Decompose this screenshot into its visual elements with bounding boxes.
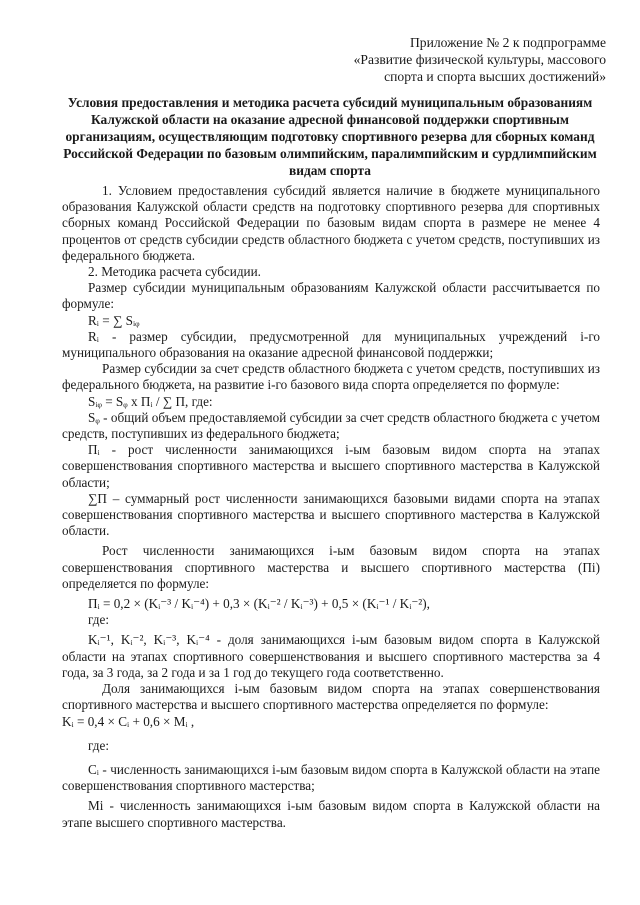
paragraph-c-definition: Cᵢ - численность занимающихся i-ым базовым видом спорта в Калужской области на этапе совершенствования спортивного мастерства; xyxy=(62,761,600,794)
appendix-line-1: Приложение № 2 к подпрограмме xyxy=(409,35,606,50)
appendix-header xyxy=(306,34,606,85)
paragraph-m-definition: Mi - численность занимающихся i-ым базовым видом спорта в Калужской области на этапе высшего спортивного мастерства. xyxy=(62,798,600,830)
paragraph-p-definition: Пᵢ - рост численности занимающихся i-ым базовым видом спорта на этапах совершенствования спортивного мастерства и высшего спортивного мастерства в Калужской области; xyxy=(62,442,600,490)
label-where-2: где: xyxy=(88,737,109,753)
paragraph-formula-intro: Размер субсидии муниципальным образованиям Калужской области рассчитывается по формуле: xyxy=(62,280,600,312)
paragraph-s-definition: Sᵩ - общий объем предоставляемой субсидии за счет средств областного бюджета с учетом средств, поступивших из федерального бюджета; xyxy=(62,409,600,442)
formula-s: Sᵢᵩ = Sᵩ x Пᵢ / ∑ П, где: xyxy=(88,393,213,409)
formula-k: Kᵢ = 0,4 × Cᵢ + 0,6 × Mᵢ , xyxy=(62,713,195,729)
label-where-1: где: xyxy=(88,612,109,628)
paragraph-growth-intro: Рост численности занимающихся i-ым базовым видом спорта на этапах совершенствования спортивного мастерства и высшего спортивного мастерства (Пi) определяется по формуле: xyxy=(62,543,600,591)
paragraph-subsidy-size: Размер субсидии за счет средств областного бюджета с учетом средств, поступивших из федерального бюджета, на развитие i-го базового вида спорта определяется по формуле: xyxy=(62,361,600,393)
paragraph-r-definition: Rᵢ - размер субсидии, предусмотренной для муниципальных учреждений i-го муниципального образования на оказание адресной финансовой поддержки; xyxy=(62,328,600,361)
formula-p: Пᵢ = 0,2 × (Kᵢ⁻³ / Kᵢ⁻⁴) + 0,3 × (Kᵢ⁻² / Kᵢ⁻³) + 0,5 × (Kᵢ⁻¹ / Kᵢ⁻²), xyxy=(88,596,430,612)
document-title: Условия предоставления и методика расчета субсидий муниципальным образованиям Калужской области на оказание адресной финансовой поддержки спортивным организациям, осуществляющим подготовку спортивного резерва для сборных команд Российской Федерации по базовым олимпийским, паралимпийским и сурдлимпийским видам спорта xyxy=(63,95,597,178)
appendix-line-2: «Развитие физической культуры, массового xyxy=(353,52,606,67)
paragraph-share-intro: Доля занимающихся i-ым базовым видом спорта на этапах совершенствования спортивного мастерства и высшего спортивного мастерства определяется по формуле: xyxy=(62,681,600,713)
paragraph-k-definition: Kᵢ⁻¹, Kᵢ⁻², Kᵢ⁻³, Kᵢ⁻⁴ - доля занимающихся i-ым базовым видом спорта в Калужской области на этапах спортивного совершенствования и высшего спортивного мастерства за 4 года, за 3 года, за 2 года и за 1 год до текущего года соответственно. xyxy=(62,632,600,680)
formula-r: Rᵢ = ∑ Sᵢᵩ xyxy=(88,312,140,328)
document-body xyxy=(62,183,600,831)
paragraph-method-heading: 2. Методика расчета субсидии. xyxy=(88,264,261,280)
paragraph-condition: 1. Условием предоставления субсидий является наличие в бюджете муниципального образования Калужской области средств на подготовку спортивного резерва для спортивных сборных команд Российской Федерации по базовым видам спорта в размере не менее 4 процентов от средств субсидии средств областного бюджета с учетом средств, поступивших из федерального бюджета. xyxy=(62,183,600,263)
paragraph-sum-p-definition: ∑П – суммарный рост численности занимающихся базовыми видами спорта на этапах совершенствования спортивного мастерства и высшего спортивного мастерства в Калужской области. xyxy=(62,490,600,539)
appendix-line-3: спорта и спорта высших достижений» xyxy=(384,69,606,84)
